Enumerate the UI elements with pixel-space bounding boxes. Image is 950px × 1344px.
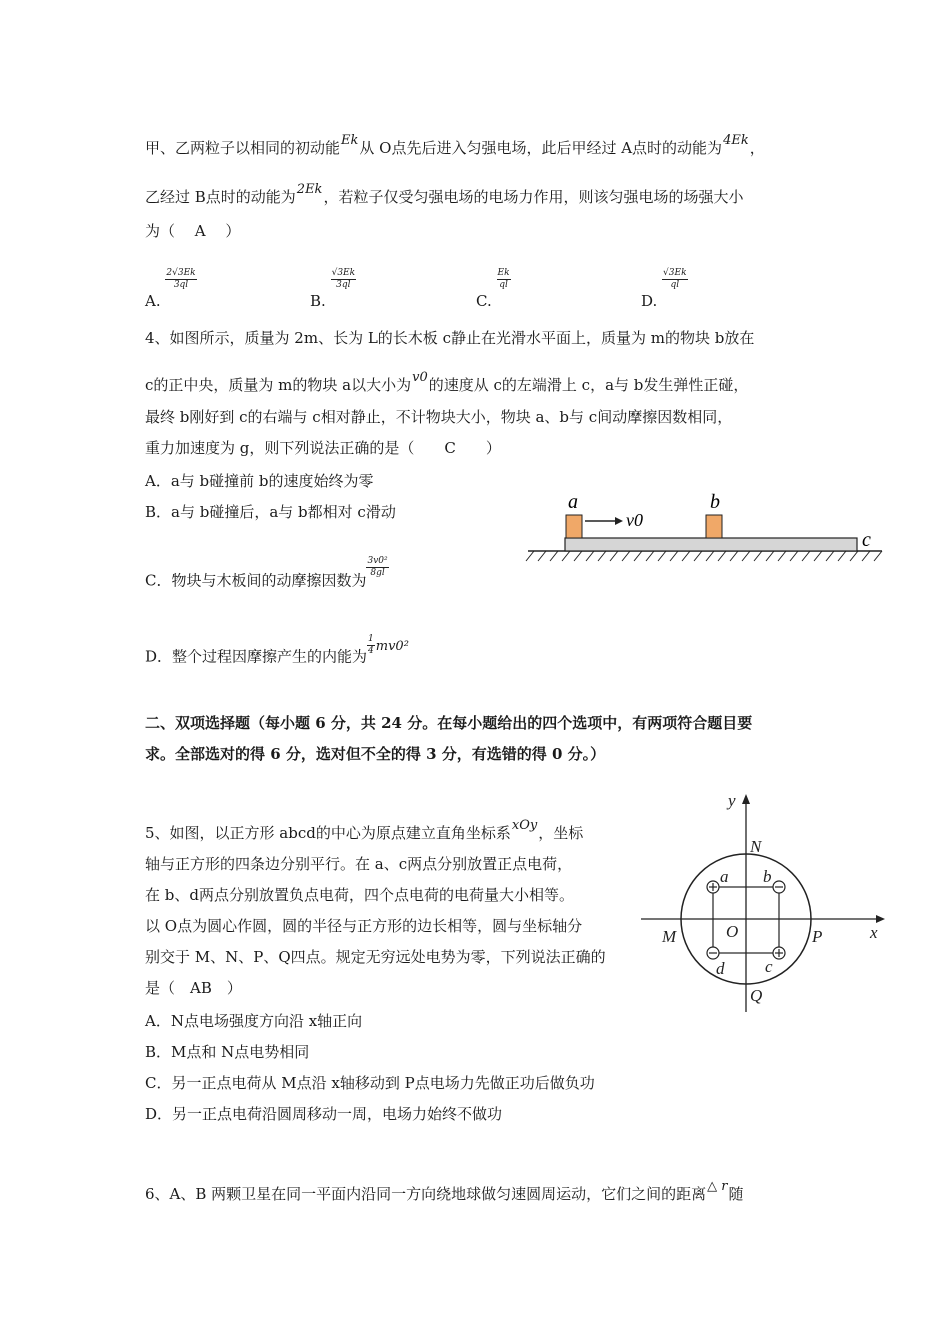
block-b [706,515,722,538]
q4-option-b: B．a与 b碰撞后，a与 b都相对 c滑动 [145,503,396,521]
q6-line1: 6、A、B 两颗卫星在同一平面内沿同一方向绕地球做匀速圆周运动，它们之间的距离△ r随 [145,1179,744,1203]
q5-line3: 在 b、d两点分别放置负点电荷，四个点电荷的电荷量大小相等。 [145,886,574,904]
v0-symbol: v0 [412,370,428,385]
section2-heading-line1: 二、双项选择题（每小题 6 分，共 24 分。在每小题给出的四个选项中，有两项符合题目要 [145,714,753,732]
q4-line3: 最终 b刚好到 c的右端与 c相对静止，不计物块大小，物块 a、b与 c间动摩擦因数相同， [145,408,733,426]
2ek-symbol: 2Ek [296,182,323,197]
q5-line5: 别交于 M、N、P、Q四点。规定无穷远处电势为零，下列说法正确的 [145,948,606,966]
delta-r-symbol: △ r [707,1179,728,1194]
board-block-figure [520,486,890,566]
q3-option-a: A. $\frac{2√3Ek}{3ql}$ [145,268,196,310]
label-v0: v0 [626,510,643,530]
q4-option-d: D．整个过程因摩擦产生的内能为 $\frac{1}{4}$ mv0² [145,634,409,666]
q3-option-a-fraction: $\frac{2√3Ek}{3ql}$ [166,268,196,290]
q3-option-c-fraction: $\frac{Ek}{ql}$ [497,268,510,290]
label-m: M [662,927,677,946]
label-b: b [710,491,720,513]
label-q: Q [750,986,763,1005]
q5-line6: 是（ AB ） [145,979,242,997]
label-p: P [812,927,823,946]
q4-option-c-fraction: $\frac{\text{3v0²}}{8gl}$ [367,556,388,578]
q4-option-c: C．物块与木板间的动摩擦因数为 $\frac{\text{3v0²}}{8gl}$ [145,556,388,590]
label-y: y [728,791,736,810]
label-b: b [763,867,772,886]
arrow-head [615,517,623,525]
q4-option-d-fraction: $\frac{1}{4}$ [368,634,374,656]
charge-b [773,881,785,893]
label-a: a [720,867,729,886]
q5-option-d: D．另一正点电荷沿圆周移动一周，电场力始终不做功 [145,1105,503,1123]
q5-option-b: B．M点和 N点电势相同 [145,1043,310,1061]
q5-line2: 轴与正方形的四条边分别平行。在 a、c两点分别放置正点电荷， [145,855,573,873]
q4-line4: 重力加速度为 g，则下列说法正确的是（ C ） [145,439,501,457]
q5-line1: 5、如图，以正方形 abcd的中心为原点建立直角坐标系xOy，坐标 [145,818,584,842]
charge-d [707,947,719,959]
label-o: O [726,922,739,941]
q3-line2: 乙经过 B点时的动能为2Ek，若粒子仅受匀强电场的电场力作用，则该匀强电场的场强大小 [145,182,744,206]
y-axis-arrow [742,794,750,804]
q3-option-c: C. $\frac{Ek}{ql}$ [476,268,510,310]
label-d: d [716,959,725,978]
q3-option-d: D. $\frac{√3Ek}{ql}$ [641,268,687,310]
charge-a [707,881,719,893]
q4-option-a: A．a与 b碰撞前 b的速度始终为零 [145,472,374,490]
q3-line3: 为（ A ） [145,222,241,240]
section2-heading-line2: 求。全部选对的得 6 分，选对但不全的得 3 分，有选错的得 0 分。） [145,745,606,763]
ek-symbol: Ek [341,133,359,148]
x-axis-arrow [876,915,885,923]
charge-c [773,947,785,959]
label-c: c [765,957,773,976]
q5-option-c: C．另一正点电荷从 M点沿 x轴移动到 P点电场力先做正功后做负功 [145,1074,595,1092]
coordinate-circle-figure [636,790,888,1020]
q4-line2: c的正中央，质量为 m的物块 a以大小为v0的速度从 c的左端滑上 c，a与 b发生弹性正碰， [145,370,749,394]
q4-line1: 4、如图所示，质量为 2m、长为 L的长木板 c静止在光滑水平面上，质量为 m的物块 b放在 [145,329,755,347]
label-c: c [862,529,871,551]
ground-hatching [526,551,882,561]
q3-option-d-fraction: $\frac{√3Ek}{ql}$ [663,268,687,290]
label-a: a [568,491,578,513]
q3-option-b: B. $\frac{√3Ek}{3ql}$ [310,268,356,310]
xoy-symbol: xOy [511,818,538,833]
q5-option-a: A．N点电场强度方向沿 x轴正向 [145,1012,363,1030]
q3-option-b-fraction: $\frac{√3Ek}{3ql}$ [331,268,356,290]
4ek-symbol: 4Ek [723,133,749,148]
block-a [566,515,582,538]
q3-line1: 甲、乙两粒子以相同的初动能Ek从 O点先后进入匀强电场，此后甲经过 A点时的动能为4Ek， [145,133,765,157]
board-c [565,538,857,551]
label-n: N [750,837,762,856]
label-x: x [870,923,878,942]
q5-line4: 以 O点为圆心作圆，圆的半径与正方形的边长相等，圆与坐标轴分 [145,917,583,935]
